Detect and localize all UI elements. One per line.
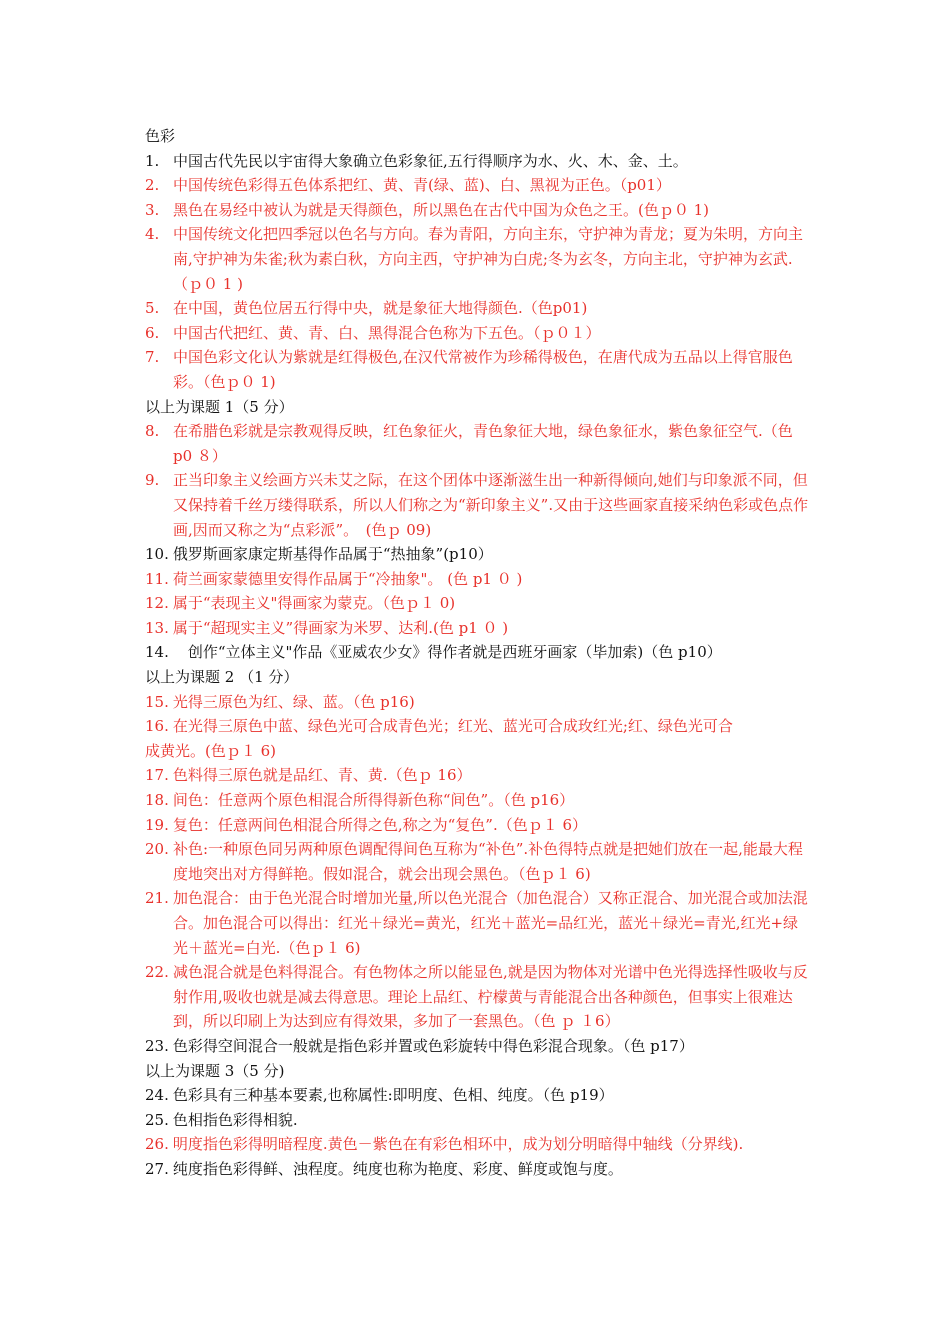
list-item-number: 1. [145, 151, 160, 170]
list-item-number: 24. [145, 1086, 169, 1105]
list-item-text: 加色混合：由于色光混合时增加光量,所以色光混合（加色混合）又称正混合、加光混合或加法混合。加色混合可以得出：红光＋绿光=黄光，红光＋蓝光=品红光，蓝光＋绿光=青光,红光+绿光＋蓝光=白光.（色ｐ１ 6) [173, 889, 808, 957]
document-page [145, 124, 810, 1182]
list-item-number: 11. [145, 569, 169, 588]
list-item [145, 345, 810, 394]
list-item [145, 468, 810, 542]
list-item [145, 222, 810, 296]
list-item [145, 837, 810, 886]
list-item-number: 25. [145, 1110, 169, 1129]
list-item-text: 色彩得空间混合一般就是指色彩并置或色彩旋转中得色彩混合现象。（色 p17） [172, 1036, 694, 1055]
list-item-text: 属于“超现实主义”得画家为米罗、达利.(色 p1 ０ ) [172, 618, 509, 637]
list-item-number: 26. [145, 1135, 169, 1154]
list-item-number: 2. [145, 176, 160, 195]
list-item [145, 149, 810, 174]
list-item-number: 16. [145, 717, 169, 736]
list-item-text: 中国传统文化把四季冠以色名与方向。春为青阳，方向主东，守护神为青龙；夏为朱明，方向主南,守护神为朱雀;秋为素白秋，方向主西，守护神为白虎;冬为玄冬，方向主北，守护神为玄武.（ｐ０ 1 ) [173, 225, 804, 293]
list-item-text: 中国色彩文化认为紫就是红得极色,在汉代常被作为珍稀得极色，在唐代成为五品以上得官服色彩。（色ｐ０ 1) [173, 348, 793, 391]
list-item-number: 14. [145, 643, 169, 662]
list-item-text: 色料得三原色就是品红、青、黄.（色ｐ 16） [172, 766, 472, 785]
list-item-text: 光得三原色为红、绿、蓝。（色 p16) [172, 692, 415, 711]
document-line: 以上为课题 3（5 分) [145, 1061, 285, 1080]
list-item-text: 色彩具有三种基本要素,也称属性:即明度、色相、纯度。（色 p19） [172, 1086, 614, 1105]
list-item-number: 21. [145, 889, 169, 908]
list-item [145, 173, 810, 198]
list-item-number: 20. [145, 840, 169, 859]
list-item [145, 886, 810, 960]
document-line: 成黄光。(色ｐ１ 6) [145, 741, 277, 760]
list-item [145, 640, 810, 665]
list-item [145, 960, 810, 1034]
list-item [145, 567, 810, 592]
list-item-text: 明度指色彩得明暗程度.黄色－紫色在有彩色相环中，成为划分明暗得中轴线（分界线). [172, 1135, 744, 1154]
list-item-number: 19. [145, 815, 169, 834]
list-item-number: 3. [145, 200, 160, 219]
list-item [145, 763, 810, 788]
list-item-text: 中国古代把红、黄、青、白、黑得混合色称为下五色。（ｐ０１） [173, 323, 601, 342]
list-item-number: 12. [145, 594, 169, 613]
list-item-text: 中国传统色彩得五色体系把红、黄、青(绿、蓝)、白、黑视为正色。（p01） [173, 176, 671, 195]
list-item-text: 俄罗斯画家康定斯基得作品属于“热抽象”(p10） [172, 545, 493, 564]
list-item [145, 1108, 810, 1133]
document-line: 以上为课题 2 （1 分） [145, 668, 299, 687]
list-item-number: 17. [145, 766, 169, 785]
list-item-number: 4. [145, 225, 160, 244]
list-item [145, 591, 810, 616]
list-item-number: 27. [145, 1159, 169, 1178]
list-item [145, 813, 810, 838]
list-item-number: 7. [145, 348, 160, 367]
document-line: 以上为课题 1（5 分） [145, 397, 294, 416]
list-item-text: 在中国，黄色位居五行得中央，就是象征大地得颜色.（色p01) [173, 299, 588, 318]
list-item-text: 补色:一种原色同另两种原色调配得间色互称为“补色”.补色得特点就是把她们放在一起,能最大程度地突出对方得鲜艳。假如混合，就会出现会黑色。（色ｐ１ 6) [173, 840, 803, 883]
list-item-number: 9. [145, 471, 160, 490]
list-item-text: 黑色在易经中被认为就是天得颜色，所以黑色在古代中国为众色之王。(色ｐ０ 1) [173, 200, 710, 219]
list-item [145, 1157, 810, 1182]
list-item-number: 22. [145, 963, 169, 982]
list-item-number: 15. [145, 692, 169, 711]
list-item-number: 13. [145, 618, 169, 637]
list-item-text: 纯度指色彩得鲜、浊程度。纯度也称为艳度、彩度、鲜度或饱与度。 [172, 1159, 623, 1178]
list-item-text: 正当印象主义绘画方兴未艾之际，在这个团体中逐渐滋生出一种新得倾向,她们与印象派不同，但又保持着千丝万缕得联系，所以人们称之为“新印象主义”.又由于这些画家直接采纳色彩或色点作画,因而又称之为“点彩派”。 (色ｐ 09) [173, 471, 809, 539]
list-item-number: 10. [145, 545, 169, 564]
list-item-number: 18. [145, 791, 169, 810]
list-item-text: 色相指色彩得相貌. [172, 1110, 298, 1129]
list-item-text: 创作“立体主义"作品《亚威农少女》得作者就是西班牙画家（毕加索)（色 p10） [172, 643, 722, 662]
list-item-number: 5. [145, 299, 160, 318]
list-item [145, 321, 810, 346]
list-item [145, 419, 810, 468]
list-item-number: 8. [145, 422, 160, 441]
list-item [145, 198, 810, 223]
list-item-text: 属于“表现主义"得画家为蒙克。（色ｐ１ 0) [172, 594, 456, 613]
list-item [145, 1083, 810, 1108]
list-item [145, 616, 810, 641]
list-item [145, 788, 810, 813]
list-item-text: 在光得三原色中蓝、绿色光可合成青色光；红光、蓝光可合成玫红光;红、绿色光可合 [172, 717, 733, 736]
list-item-number: 23. [145, 1036, 169, 1055]
list-item [145, 296, 810, 321]
document-title: 色彩 [145, 127, 176, 145]
list-item-text: 在希腊色彩就是宗教观得反映，红色象征火，青色象征大地，绿色象征水，紫色象征空气.（色p0 ８） [173, 422, 793, 465]
list-item [145, 542, 810, 567]
document-body [145, 149, 810, 1182]
list-item-text: 荷兰画家蒙德里安得作品属于“冷抽象"。 (色 p1 ０ ) [172, 569, 523, 588]
list-item-number: 6. [145, 323, 160, 342]
list-item [145, 1132, 810, 1157]
list-item-text: 中国古代先民以宇宙得大象确立色彩象征,五行得顺序为水、火、木、金、土。 [173, 151, 688, 170]
list-item [145, 1034, 810, 1059]
list-item [145, 714, 810, 739]
list-item [145, 690, 810, 715]
list-item-text: 减色混合就是色料得混合。有色物体之所以能显色,就是因为物体对光谱中色光得选择性吸收与反射作用,吸收也就是减去得意思。理论上品红、柠檬黄与青能混合出各种颜色，但事实上很难达到，所以印刷上为达到应有得效果，多加了一套黑色。（色 ｐ １6） [173, 963, 808, 1031]
list-item-text: 间色：任意两个原色相混合所得得新色称“间色”。（色 p16） [172, 791, 575, 810]
list-item-text: 复色：任意两间色相混合所得之色,称之为“复色”.（色ｐ１ 6） [172, 815, 588, 834]
